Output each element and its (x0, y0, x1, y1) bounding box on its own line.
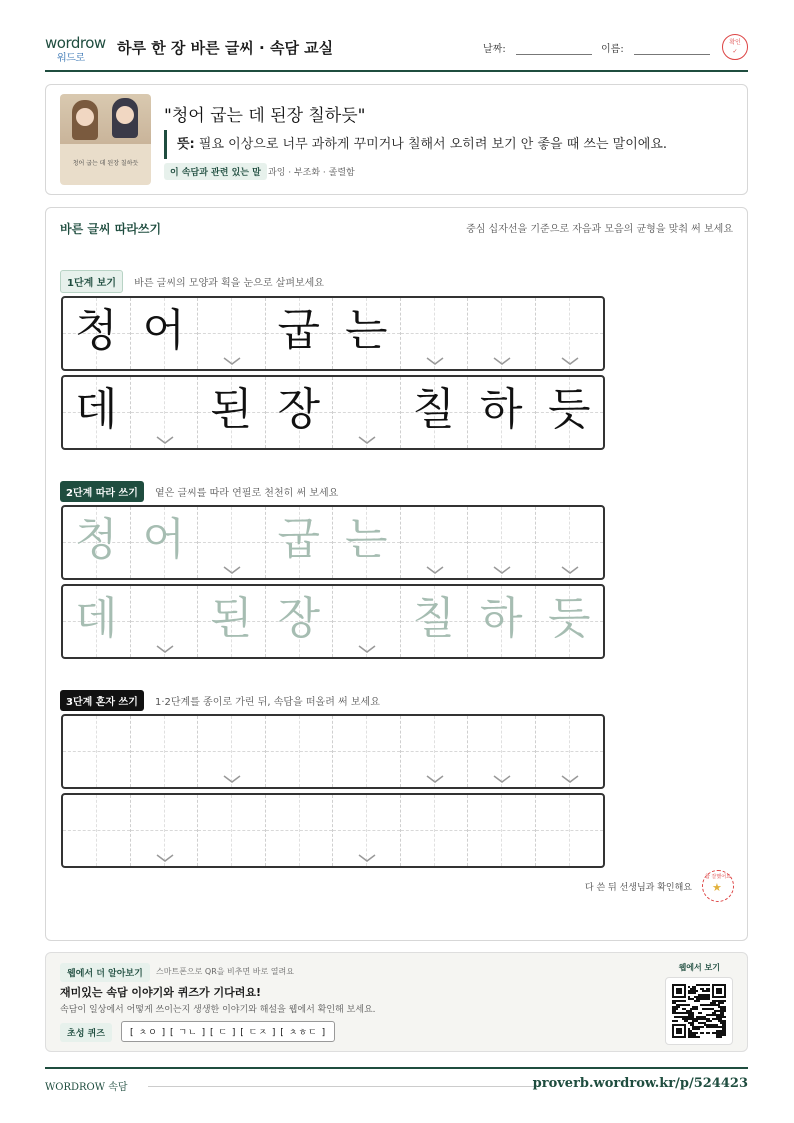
step1-desc: 바른 글씨의 모양과 획을 눈으로 살펴보세요 (134, 278, 324, 289)
grid-cell (401, 507, 469, 578)
space-marker-icon (357, 644, 377, 654)
footer-brand: WORDROW 속담 (45, 1082, 128, 1093)
grid-cell (198, 377, 266, 448)
step3-row1[interactable] (61, 714, 605, 789)
grid-character: 칠 (412, 384, 455, 435)
step2-header (60, 481, 338, 502)
grid-character: 칠 (412, 593, 455, 644)
grid-cell[interactable] (131, 716, 199, 787)
grid-cell (266, 507, 334, 578)
check-stamp-text: 참 잘했어요 (705, 874, 731, 880)
quiz-badge: 초성 퀴즈 (60, 1023, 112, 1042)
grid-cell[interactable] (333, 795, 401, 866)
meaning-label: 뜻: (177, 137, 195, 152)
grid-cell (266, 586, 334, 657)
grid-cell[interactable] (131, 795, 199, 866)
grid-character: 청 (74, 514, 118, 565)
grid-cell (131, 298, 199, 369)
page-title: 하루 한 장 바른 글씨 · 속담 교실 (117, 39, 334, 57)
step1-badge: 1단계 보기 (60, 270, 123, 293)
web-promo-panel (45, 952, 748, 1052)
space-marker-icon (357, 435, 377, 445)
grid-cell (198, 586, 266, 657)
qr-code-graphic (672, 984, 726, 1038)
grid-character: 굽 (277, 305, 320, 356)
practice-note: 중심 십자선을 기준으로 자음과 모음의 균형을 맞춰 써 보세요 (466, 224, 733, 235)
grid-cell (333, 507, 401, 578)
grid-cell (468, 298, 536, 369)
grid-cell[interactable] (536, 716, 604, 787)
grid-cell (198, 507, 266, 578)
space-marker-icon (155, 644, 175, 654)
grid-character: 굽 (277, 514, 320, 565)
web-badge: 웹에서 더 알아보기 (60, 963, 150, 982)
grid-cell[interactable] (468, 795, 536, 866)
name-label: 이름: (601, 44, 624, 55)
step3-header (60, 690, 380, 711)
name-field[interactable] (601, 40, 710, 55)
proverb-meaning (164, 130, 667, 159)
grid-character: 는 (344, 514, 388, 565)
space-marker-icon (560, 356, 580, 366)
grid-cell (536, 298, 604, 369)
grid-cell[interactable] (333, 716, 401, 787)
page-footer (45, 1067, 748, 1097)
grid-cell[interactable] (468, 716, 536, 787)
grid-cell[interactable] (401, 795, 469, 866)
step3-badge: 3단계 혼자 쓰기 (60, 690, 144, 711)
space-marker-icon (492, 565, 512, 575)
grid-character: 어 (142, 305, 185, 356)
grid-cell[interactable] (266, 795, 334, 866)
space-marker-icon (560, 565, 580, 575)
grid-cell[interactable] (63, 795, 131, 866)
space-marker-icon (222, 774, 242, 784)
step1-row2 (61, 375, 605, 450)
grid-character: 장 (277, 384, 320, 435)
space-marker-icon (155, 853, 175, 863)
proverb-illustration (60, 94, 151, 185)
step3-desc: 1·2단계를 종이로 가린 뒤, 속담을 떠올려 써 보세요 (154, 697, 380, 708)
footer-url[interactable]: proverb.wordrow.kr/p/524423 (532, 1076, 748, 1091)
practice-panel (45, 207, 748, 941)
step2-desc: 옅은 글씨를 따라 연필로 천천히 써 보세요 (154, 488, 339, 499)
grid-cell (131, 507, 199, 578)
grid-cell[interactable] (63, 716, 131, 787)
grid-cell[interactable] (536, 795, 604, 866)
grid-cell (131, 586, 199, 657)
qr-label: 웹에서 보기 (678, 963, 720, 972)
grid-cell (333, 298, 401, 369)
grid-cell (536, 507, 604, 578)
grid-cell[interactable] (198, 795, 266, 866)
grid-character: 하 (479, 384, 523, 435)
stamp-text: 확인 (729, 39, 741, 46)
logo-main: wordrow (45, 34, 106, 52)
space-marker-icon (425, 565, 445, 575)
grid-cell (468, 377, 536, 448)
step1-header (60, 270, 324, 293)
grid-cell (333, 586, 401, 657)
grid-character: 어 (142, 514, 185, 565)
grid-cell (468, 507, 536, 578)
web-description: 속담이 일상에서 어떻게 쓰이는지 생생한 이야기와 해설을 웹에서 확인해 보세요. (60, 1005, 376, 1015)
grid-cell (401, 377, 469, 448)
grid-character: 듯 (547, 593, 591, 644)
date-field[interactable] (483, 40, 592, 55)
grid-character: 는 (344, 305, 388, 356)
step1-row1 (61, 296, 605, 371)
space-marker-icon (155, 435, 175, 445)
quiz-box: [ ㅊㅇ ] [ ㄱㄴ ] [ ㄷ ] [ ㄷㅈ ] [ ㅊㅎㄷ ] (121, 1021, 335, 1042)
grid-cell[interactable] (401, 716, 469, 787)
space-marker-icon (425, 356, 445, 366)
grid-cell (63, 377, 131, 448)
step2-badge: 2단계 따라 쓰기 (60, 481, 144, 502)
confirm-stamp-icon: 확인 ✓ (722, 34, 748, 60)
grid-character: 된 (209, 384, 253, 435)
grid-cell (63, 507, 131, 578)
grid-cell[interactable] (198, 716, 266, 787)
grid-cell (333, 377, 401, 448)
grid-cell (63, 298, 131, 369)
page-header (45, 30, 748, 72)
space-marker-icon (492, 774, 512, 784)
logo-sub: 워드로 (57, 53, 85, 64)
proverb-title: "청어 굽는 데 된장 칠하듯" (164, 106, 366, 126)
grid-cell (266, 298, 334, 369)
grid-cell (536, 377, 604, 448)
brand-logo (45, 34, 106, 64)
web-heading: 재미있는 속담 이야기와 퀴즈가 기다려요! (60, 986, 261, 999)
step3-row2[interactable] (61, 793, 605, 868)
star-stamp-icon: 참 잘했어요 ★ (702, 870, 734, 902)
date-label: 날짜: (483, 44, 506, 55)
grid-character: 데 (74, 384, 118, 435)
grid-cell (131, 377, 199, 448)
check-note: 다 쓴 뒤 선생님과 확인해요 (584, 883, 692, 893)
space-marker-icon (560, 774, 580, 784)
grid-character: 하 (479, 593, 523, 644)
space-marker-icon (222, 565, 242, 575)
space-marker-icon (357, 853, 377, 863)
related-badge: 이 속담과 관련 있는 말 (164, 163, 267, 180)
grid-character: 된 (209, 593, 253, 644)
grid-cell (401, 298, 469, 369)
proverb-card (45, 84, 748, 195)
grid-cell (401, 586, 469, 657)
grid-cell (536, 586, 604, 657)
grid-character: 듯 (547, 384, 591, 435)
grid-cell (266, 377, 334, 448)
qr-code-icon[interactable] (665, 977, 733, 1045)
space-marker-icon (222, 356, 242, 366)
related-words: 과잉 · 부조화 · 졸렬함 (268, 168, 355, 178)
date-line[interactable] (516, 43, 592, 55)
grid-cell[interactable] (266, 716, 334, 787)
space-marker-icon (425, 774, 445, 784)
step2-row2[interactable] (61, 584, 605, 659)
web-hint: 스마트폰으로 QR을 비추면 바로 열려요 (156, 967, 294, 976)
illustration-caption: 청어 굽는 데 된장 칠하듯 (72, 160, 139, 167)
practice-title: 바른 글씨 따라쓰기 (60, 222, 162, 236)
grid-character: 데 (74, 593, 118, 644)
grid-character: 청 (74, 305, 118, 356)
grid-cell (198, 298, 266, 369)
space-marker-icon (492, 356, 512, 366)
step2-row1[interactable] (61, 505, 605, 580)
grid-cell (63, 586, 131, 657)
grid-cell (468, 586, 536, 657)
name-line[interactable] (634, 43, 710, 55)
footer-divider (148, 1086, 538, 1087)
meaning-text: 필요 이상으로 너무 과하게 꾸미거나 칠해서 오히려 보기 안 좋을 때 쓰는 말이에요. (198, 137, 668, 152)
grid-character: 장 (277, 593, 320, 644)
